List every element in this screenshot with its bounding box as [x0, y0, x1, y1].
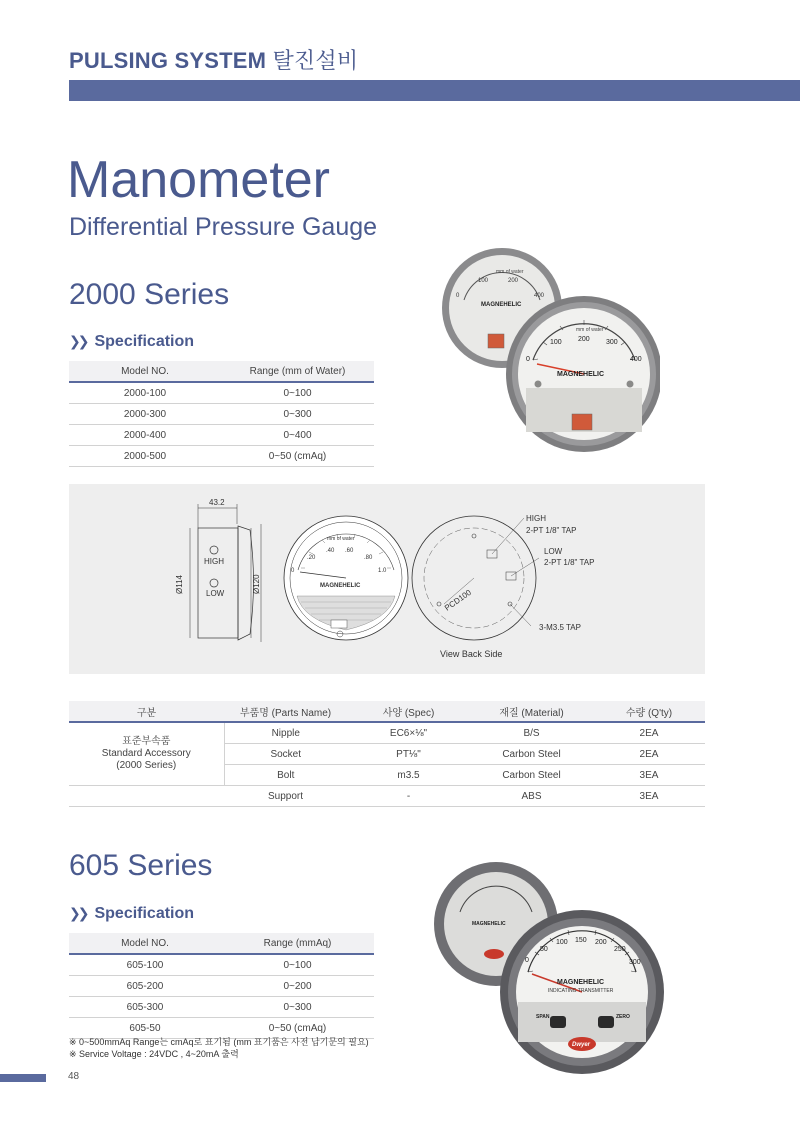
- gauge-tick: 300: [606, 339, 618, 346]
- gauge-tick: 0: [525, 957, 529, 964]
- group-label-series: (2000 Series): [116, 760, 177, 771]
- table-cell: B/S: [470, 722, 593, 744]
- gauge-tick: 0: [526, 356, 530, 363]
- double-chevron-icon: ❯❯: [69, 333, 87, 349]
- table-cell: 0~100: [221, 382, 374, 404]
- note-range: ※ 0~500mmAq Range는 cmAq로 표기됨 (mm 표기품은 사전 납기문의 필요): [69, 1037, 369, 1047]
- table-cell: 605-50: [69, 1018, 221, 1039]
- table-cell: Socket: [224, 744, 347, 765]
- spec-heading-605: [69, 905, 194, 923]
- table-row: [69, 404, 374, 425]
- face-tick: .60: [345, 548, 354, 554]
- table-cell: 605-200: [69, 976, 221, 997]
- svg-text:mm of water: mm of water: [496, 269, 524, 275]
- face-units: mm of water: [327, 536, 355, 542]
- series-605-heading: 605 Series: [69, 849, 213, 882]
- accessory-table: [69, 701, 705, 807]
- table-cell: 0~300: [221, 997, 374, 1018]
- dimension-diagram: [69, 484, 705, 674]
- span-label: SPAN: [536, 1014, 550, 1020]
- table-cell: 2000-500: [69, 446, 221, 467]
- face-tick: .40: [326, 548, 335, 554]
- svg-text:0: 0: [456, 293, 460, 299]
- face-tick: 1.0: [378, 568, 387, 574]
- group-cell: [69, 722, 224, 786]
- gauge-units: mm of water: [576, 327, 604, 333]
- gauge-2000-photo: [438, 248, 660, 460]
- spec-label: Specification: [94, 905, 195, 922]
- gauge-tick: 100: [550, 339, 562, 346]
- back-low-tap: 2-PT 1/8" TAP: [544, 558, 595, 567]
- col-header: 수량 (Q'ty): [593, 701, 705, 722]
- spec-table-605: [69, 933, 374, 1039]
- col-header: 부품명 (Parts Name): [224, 701, 347, 722]
- table-cell: Carbon Steel: [470, 765, 593, 786]
- table-row: [69, 976, 374, 997]
- table-cell: 2000-400: [69, 425, 221, 446]
- back-low-label: LOW: [544, 547, 563, 556]
- svg-text:400: 400: [534, 293, 545, 299]
- table-header-row: [69, 361, 374, 382]
- table-row: [69, 382, 374, 404]
- table-cell: 2000-100: [69, 382, 221, 404]
- table-row: [69, 425, 374, 446]
- svg-text:MAGNEHELIC: MAGNEHELIC: [472, 921, 506, 927]
- table-cell: 2EA: [593, 744, 705, 765]
- gauge-tick: 100: [556, 939, 568, 946]
- gauge-tick: 400: [630, 356, 642, 363]
- svg-text:MAGNEHELIC: MAGNEHELIC: [481, 302, 522, 308]
- spec-table-2000: [69, 361, 374, 467]
- span-knob-icon: [550, 1016, 566, 1028]
- table-row: [69, 722, 705, 744]
- table-cell: Nipple: [224, 722, 347, 744]
- section-header-ko: 탈진설비: [272, 48, 359, 73]
- page-number-bar: [0, 1074, 46, 1082]
- table-cell: 0~50 (cmAq): [221, 1018, 374, 1039]
- table-row: [69, 997, 374, 1018]
- table-cell: 605-300: [69, 997, 221, 1018]
- table-cell: 0~400: [221, 425, 374, 446]
- table-cell: 2000-300: [69, 404, 221, 425]
- table-cell: Support: [224, 786, 347, 807]
- table-header-row: [69, 933, 374, 954]
- header-bar: [69, 80, 800, 101]
- table-cell: 3EA: [593, 765, 705, 786]
- back-high-tap: 2-PT 1/8" TAP: [526, 526, 577, 535]
- face-tick: .20: [307, 555, 316, 561]
- gauge-brand: MAGNEHELIC: [557, 371, 605, 378]
- gauge-tick: 200: [578, 336, 590, 343]
- series-2000-heading: 2000 Series: [69, 278, 230, 311]
- spec-heading-2000: [69, 333, 194, 351]
- side-high-label: HIGH: [204, 557, 224, 566]
- table-cell: Bolt: [224, 765, 347, 786]
- table-cell: 605-100: [69, 954, 221, 976]
- table-header-row: [69, 701, 705, 722]
- back-high-label: HIGH: [526, 514, 546, 523]
- page-title: Manometer: [67, 151, 330, 209]
- table-cell: [69, 786, 224, 807]
- view-back-label: View Back Side: [440, 649, 503, 659]
- table-cell: PT⅛": [347, 744, 470, 765]
- dim-depth: 43.2: [209, 498, 225, 507]
- gauge-tick: 150: [575, 937, 587, 944]
- face-brand: MAGNEHELIC: [320, 583, 361, 589]
- side-low-label: LOW: [206, 589, 225, 598]
- spec-label: Specification: [94, 333, 195, 350]
- page-subtitle: Differential Pressure Gauge: [69, 213, 378, 241]
- table-row: [69, 954, 374, 976]
- gauge-tick: 300: [629, 959, 641, 966]
- pcd-label: PCD100: [442, 587, 473, 613]
- dim-dia-120: Ø120: [252, 574, 261, 594]
- table-cell: 2EA: [593, 722, 705, 744]
- dwyer-logo: Dwyer: [572, 1042, 591, 1048]
- gauge-605-brand: MAGNEHELIC: [557, 979, 605, 986]
- gauge-605-line2: INDICATING TRANSMITTER: [548, 988, 614, 994]
- gauge-tick: 250: [614, 946, 626, 953]
- section-header: [69, 44, 358, 75]
- table-cell: 0~100: [221, 954, 374, 976]
- face-tick: .80: [364, 555, 373, 561]
- col-header: Range (mm of Water): [221, 361, 374, 382]
- table-cell: 0~50 (cmAq): [221, 446, 374, 467]
- table-cell: -: [347, 786, 470, 807]
- m35-label: 3-M3.5 TAP: [539, 623, 581, 632]
- zero-label: ZERO: [616, 1014, 630, 1020]
- table-cell: m3.5: [347, 765, 470, 786]
- col-header: 구분: [69, 701, 224, 722]
- table-cell: 0~300: [221, 404, 374, 425]
- section-header-en: PULSING SYSTEM: [69, 48, 267, 73]
- note-voltage: ※ Service Voltage : 24VDC , 4~20mA 출력: [69, 1049, 239, 1059]
- double-chevron-icon: ❯❯: [69, 905, 87, 921]
- svg-text:100: 100: [478, 278, 489, 284]
- gauge-tick: 200: [595, 939, 607, 946]
- table-row: [69, 786, 705, 807]
- zero-knob-icon: [598, 1016, 614, 1028]
- group-label-ko: 표준부속품: [122, 736, 171, 747]
- group-label-en: Standard Accessory: [101, 748, 191, 759]
- dim-dia-114: Ø114: [175, 575, 184, 594]
- col-header: 사양 (Spec): [347, 701, 470, 722]
- table-cell: 3EA: [593, 786, 705, 807]
- diagram-svg: [69, 484, 705, 674]
- gauge-605-photo: [432, 862, 664, 1076]
- col-header: Model NO.: [69, 933, 221, 954]
- gauge-tick: 50: [540, 946, 548, 953]
- table-cell: EC6×⅛": [347, 722, 470, 744]
- page-number: 48: [68, 1071, 80, 1082]
- table-cell: ABS: [470, 786, 593, 807]
- table-row: [69, 446, 374, 467]
- table-cell: Carbon Steel: [470, 744, 593, 765]
- svg-text:200: 200: [508, 278, 519, 284]
- col-header: Model NO.: [69, 361, 221, 382]
- face-tick: 0: [291, 568, 295, 574]
- col-header: 재질 (Material): [470, 701, 593, 722]
- table-cell: 0~200: [221, 976, 374, 997]
- col-header: Range (mmAq): [221, 933, 374, 954]
